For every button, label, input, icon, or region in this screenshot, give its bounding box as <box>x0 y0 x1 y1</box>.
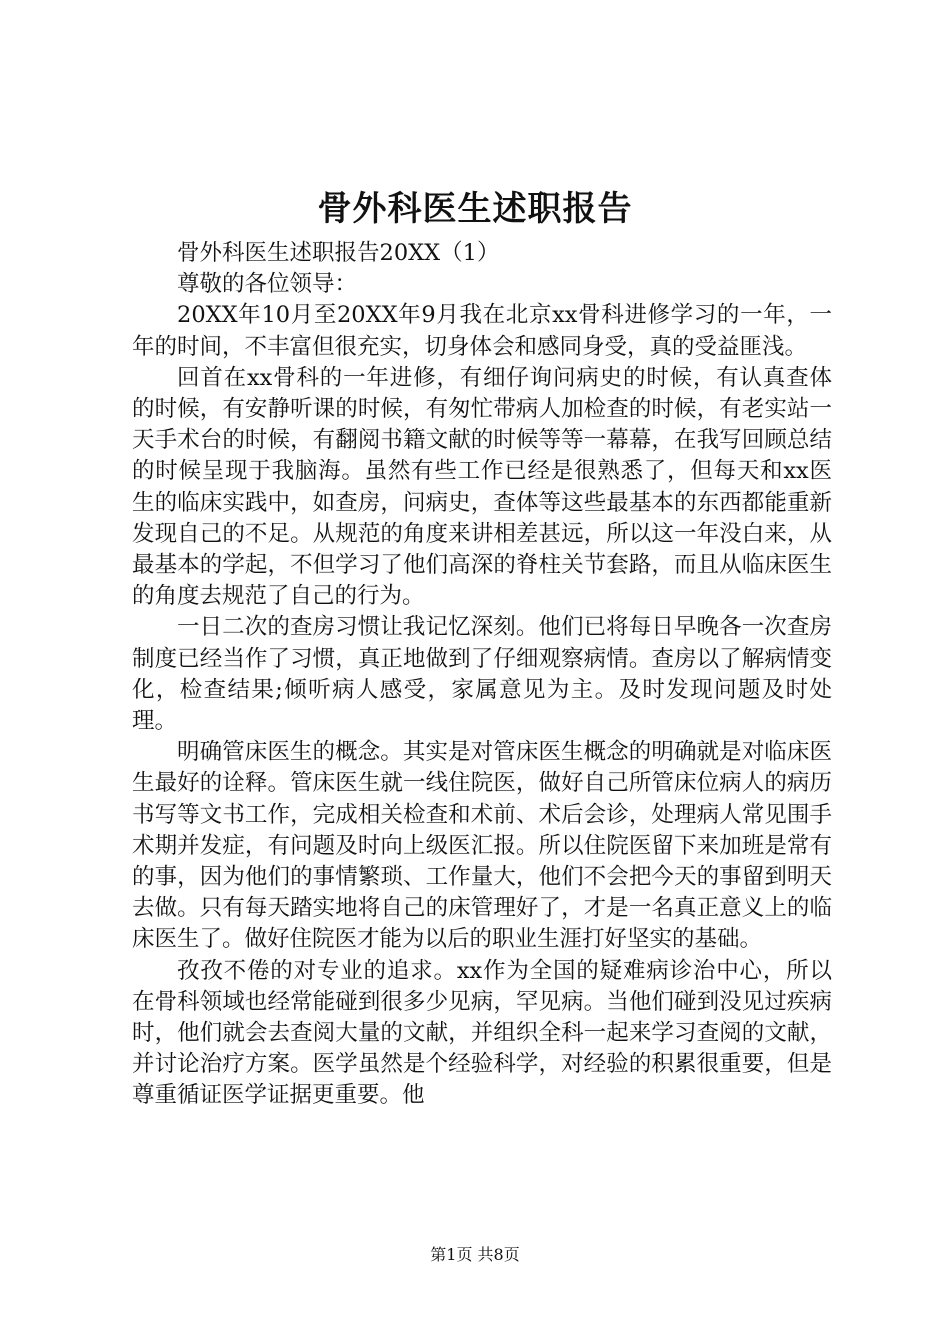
paragraph: 明确管床医生的概念。其实是对管床医生概念的明确就是对临床医生最好的诠释。管床医生就一线住院医，做好自己所管床位病人的病历书写等文书工作，完成相关检查和术前、术后会诊，处理病人常见围手术期并发症，有问题及时向上级医汇报。所以住院医留下来加班是常有的事，因为他们的事情繁琐、工作量大，他们不会把今天的事留到明天去做。只有每天踏实地将自己的床管理好了，才是一名真正意义上的临床医生了。做好住院医才能为以后的职业生涯打好坚实的基础。 <box>132 739 832 953</box>
subtitle-line: 骨外科医生述职报告20XX（1） <box>177 240 500 266</box>
document-title: 骨外科医生述职报告 <box>317 189 633 229</box>
document-body <box>132 238 832 1112</box>
paragraph: 一日二次的查房习惯让我记忆深刻。他们已将每日早晚各一次查房制度已经当作了习惯，真正地做到了仔细观察病情。查房以了解病情变化，检查结果;倾听病人感受，家属意见为主。及时发现问题及时处理。 <box>132 614 832 735</box>
page-footer: 第1页 共8页 <box>430 1245 520 1264</box>
paragraph: 回首在xx骨科的一年进修，有细仔询问病史的时候，有认真查体的时候，有安静听课的时候，有匆忙带病人加检查的时候，有老实站一天手术台的时候，有翻阅书籍文献的时候等等一幕幕，在我写回顾总结的时候呈现于我脑海。虽然有些工作已经是很熟悉了，但每天和xx医生的临床实践中，如查房，问病史，查体等这些最基本的东西都能重新发现自己的不足。从规范的角度来讲相差甚远，所以这一年没白来，从最基本的学起，不但学习了他们高深的脊柱关节套路，而且从临床医生的角度去规范了自己的行为。 <box>132 364 832 610</box>
paragraph: 20XX年10月至20XX年9月我在北京xx骨科进修学习的一年，一年的时间，不丰富但很充实，切身体会和感同身受，真的受益匪浅。 <box>132 302 832 360</box>
paragraph: 孜孜不倦的对专业的追求。xx作为全国的疑难病诊治中心，所以在骨科领域也经常能碰到很多少见病，罕见病。当他们碰到没见过疾病时，他们就会去查阅大量的文献，并组织全科一起来学习查阅的文献，并讨论治疗方案。医学虽然是个经验科学，对经验的积累很重要，但是尊重循证医学证据更重要。他 <box>132 957 832 1109</box>
salutation: 尊敬的各位领导： <box>177 271 358 298</box>
